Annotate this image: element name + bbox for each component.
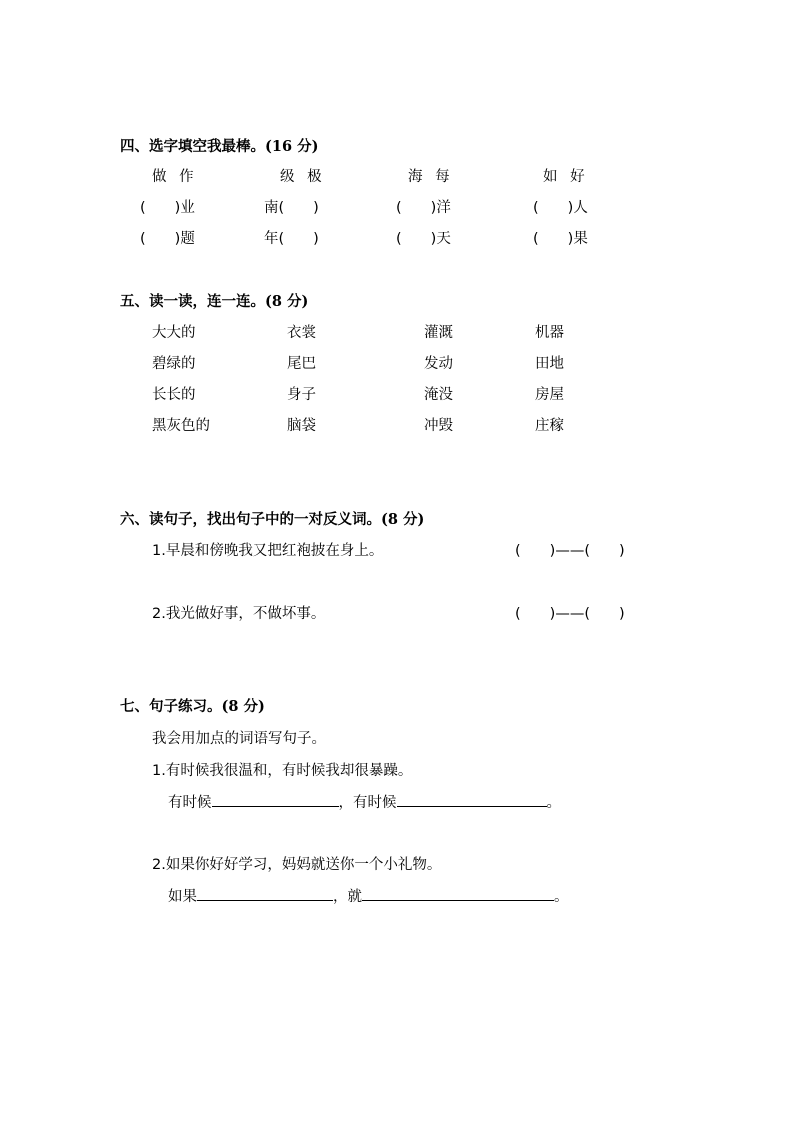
- answer-line[interactable]: [212, 792, 339, 807]
- section7-question-2: 2.如果你好好学习，妈妈就送你一个小礼物。: [152, 857, 442, 873]
- match-item[interactable]: 脑袋: [287, 418, 316, 434]
- comma: ，: [338, 795, 353, 811]
- period: 。: [546, 795, 561, 811]
- section7-answer-1: [168, 791, 561, 812]
- match-item[interactable]: 尾巴: [287, 356, 316, 372]
- antonym-answer-2[interactable]: ( )——( ): [515, 606, 625, 622]
- section4-option-4: 如 好: [543, 169, 585, 185]
- prompt-word: 有时候: [168, 795, 212, 811]
- match-item[interactable]: 机器: [535, 325, 564, 341]
- section4-option-3: 海 每: [408, 169, 450, 185]
- section7-question-1: 1.有时候我很温和，有时候我却很暴躁。: [152, 763, 413, 779]
- section5-title: 五、读一读，连一连。(8 分): [120, 293, 309, 310]
- match-item[interactable]: 灌溉: [424, 325, 453, 341]
- prompt-word: 如果: [168, 889, 197, 905]
- section7-title: 七、句子练习。(8 分): [120, 698, 265, 715]
- match-item[interactable]: 庄稼: [535, 418, 564, 434]
- section4-option-1: 做 作: [152, 169, 194, 185]
- prompt-word: 就: [347, 889, 362, 905]
- match-item[interactable]: 长长的: [152, 387, 196, 403]
- section4-blank-2-2[interactable]: 年( ): [264, 231, 319, 247]
- section4-blank-1-1[interactable]: ( )业: [140, 200, 195, 216]
- answer-line[interactable]: [397, 792, 547, 807]
- match-item[interactable]: 房屋: [535, 387, 564, 403]
- section6-title: 六、读句子，找出句子中的一对反义词。(8 分): [120, 511, 425, 528]
- match-item[interactable]: 黑灰色的: [152, 418, 210, 434]
- match-item[interactable]: 大大的: [152, 325, 196, 341]
- section4-blank-2-3[interactable]: ( )天: [396, 231, 451, 247]
- match-item[interactable]: 碧绿的: [152, 356, 196, 372]
- answer-line[interactable]: [197, 886, 333, 901]
- match-item[interactable]: 冲毁: [424, 418, 453, 434]
- section4-blank-2-1[interactable]: ( )题: [140, 231, 195, 247]
- section4-blank-2-4[interactable]: ( )果: [533, 231, 588, 247]
- match-item[interactable]: 身子: [287, 387, 316, 403]
- match-item[interactable]: 发动: [424, 356, 453, 372]
- section7-answer-2: [168, 885, 569, 906]
- match-item[interactable]: 衣裳: [287, 325, 316, 341]
- match-item[interactable]: 淹没: [424, 387, 453, 403]
- section6-question-1: 1.早晨和傍晚我又把红袍披在身上。: [152, 543, 384, 559]
- prompt-word: 有时候: [353, 795, 397, 811]
- section4-title: 四、选字填空我最棒。(16 分): [120, 138, 319, 155]
- comma: ，: [333, 889, 348, 905]
- antonym-answer-1[interactable]: ( )——( ): [515, 543, 625, 559]
- period: 。: [554, 889, 569, 905]
- section4-option-2: 级 极: [280, 169, 322, 185]
- section7-instruction: 我会用加点的词语写句子。: [152, 731, 326, 747]
- section6-question-2: 2.我光做好事，不做坏事。: [152, 606, 326, 622]
- section4-blank-1-4[interactable]: ( )人: [533, 200, 588, 216]
- match-item[interactable]: 田地: [535, 356, 564, 372]
- section4-blank-1-3[interactable]: ( )洋: [396, 200, 451, 216]
- answer-line[interactable]: [362, 886, 554, 901]
- section4-blank-1-2[interactable]: 南( ): [264, 200, 319, 216]
